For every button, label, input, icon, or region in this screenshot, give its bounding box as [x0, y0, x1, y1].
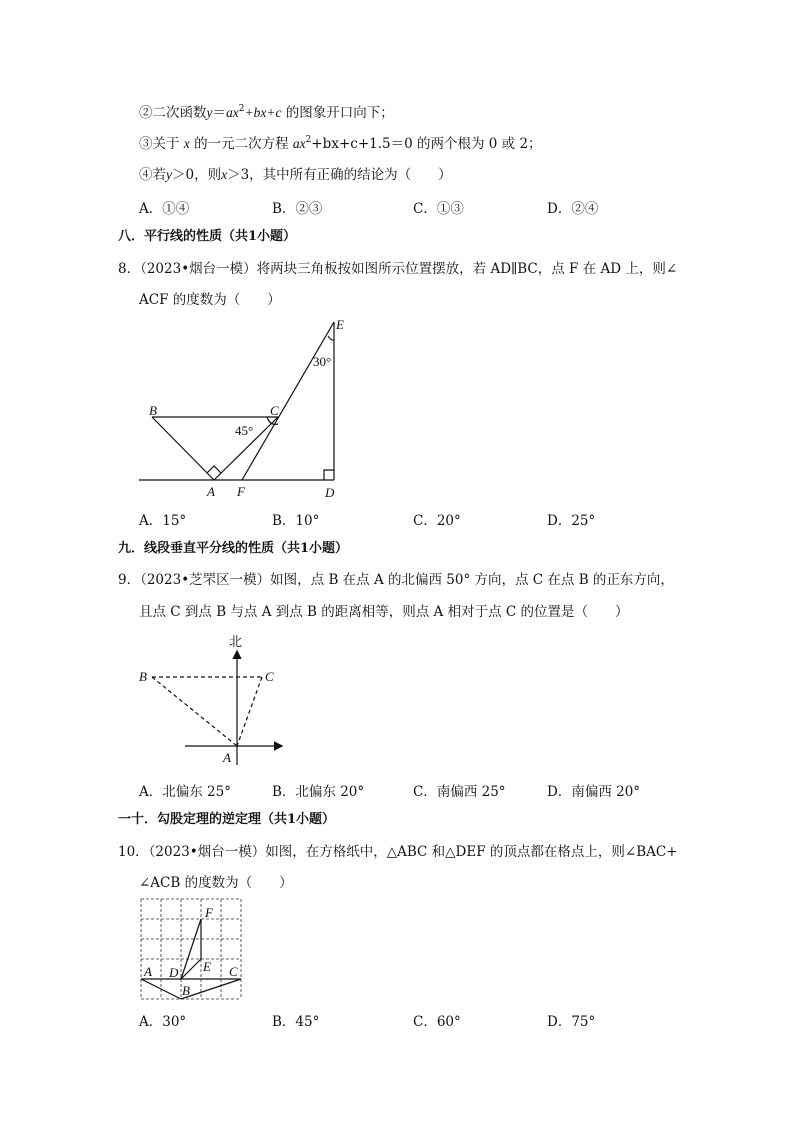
label-d: D — [325, 485, 335, 500]
line-ba — [152, 417, 214, 480]
q8-option-d[interactable]: D．25° — [547, 513, 596, 529]
label-a: A — [223, 750, 231, 765]
question-10-line2: ∠ACB 的度数为（ ） — [139, 875, 293, 891]
q9-option-c[interactable]: C．南偏西 25° — [413, 784, 506, 800]
section-heading-9: 九．线段垂直平分线的性质（共1小题） — [118, 541, 349, 556]
q8-option-a[interactable]: A．15° — [139, 513, 187, 529]
q9-option-d[interactable]: D．南偏西 20° — [547, 784, 641, 800]
statement-2: ②二次函数$y=ax^2+bx+c$ 的图象开口向下； — [139, 104, 394, 121]
label-f: F — [237, 484, 245, 499]
option-a[interactable]: A．①④ — [139, 201, 190, 217]
q8-option-b[interactable]: B．10° — [272, 513, 320, 529]
line-fe — [242, 322, 334, 480]
question-8-line1: 8．（2023•烟台一模）将两块三角板按如图所示位置摆放，若 AD∥BC，点 F 在 AD 上，则∠ — [118, 261, 678, 277]
question-10-line1: 10．（2023•烟台一模）如图，在方格纸中，△ABC 和△DEF 的顶点都在格点上，则∠BAC+ — [118, 844, 678, 860]
question-9-line2: 且点 C 到点 B 与点 A 到点 B 的距离相等，则点 A 相对于点 C 的位置是（ ） — [139, 604, 629, 620]
statement-4: ④若y＞0，则x＞3，其中所有正确的结论为（ ） — [139, 167, 452, 183]
label-f: F — [205, 905, 213, 920]
option-b[interactable]: B．②③ — [272, 201, 323, 217]
q10-option-d[interactable]: D．75° — [547, 1014, 596, 1030]
statement-3: ③关于 x 的一元二次方程 $ax^2+bx+c+1.5=0$ 的两个根为 0 或 2； — [139, 135, 542, 152]
q10-option-a[interactable]: A．30° — [139, 1014, 187, 1030]
label-c: C — [265, 669, 274, 684]
q10-option-c[interactable]: C．60° — [413, 1014, 461, 1030]
label-45deg: 45° — [235, 423, 254, 438]
right-angle-d — [324, 470, 334, 480]
arc-30 — [328, 336, 334, 340]
q8-option-c[interactable]: C．20° — [413, 513, 461, 529]
q9-option-b[interactable]: B．北偏东 20° — [272, 784, 365, 800]
label-b: B — [139, 669, 147, 684]
label-30deg: 30° — [313, 354, 332, 369]
label-c: C — [270, 403, 279, 418]
label-c: C — [229, 964, 238, 979]
q9-option-a[interactable]: A．北偏东 25° — [139, 784, 231, 800]
label-a: A — [144, 964, 152, 979]
q10-option-b[interactable]: B．45° — [272, 1014, 320, 1030]
label-d: D — [169, 965, 179, 980]
option-d[interactable]: D．②④ — [547, 201, 599, 217]
right-angle-a — [207, 466, 221, 473]
section-heading-8: 八．平行线的性质（共1小题） — [118, 229, 297, 244]
section-heading-10: 一十．勾股定理的逆定理（共1小题） — [118, 812, 336, 827]
option-c[interactable]: C．①③ — [413, 201, 464, 217]
label-e: E — [203, 959, 211, 974]
label-b: B — [182, 983, 190, 998]
question-9-line1: 9．（2023•芝罘区一模）如图，点 B 在点 A 的北偏西 50° 方向，点 C 在点 B 的正东方向， — [118, 572, 674, 588]
label-a: A — [207, 484, 215, 499]
label-north: 北 — [229, 634, 243, 649]
label-e: E — [336, 317, 344, 332]
question-8-line2: ACF 的度数为（ ） — [139, 292, 281, 308]
label-b: B — [149, 403, 157, 418]
